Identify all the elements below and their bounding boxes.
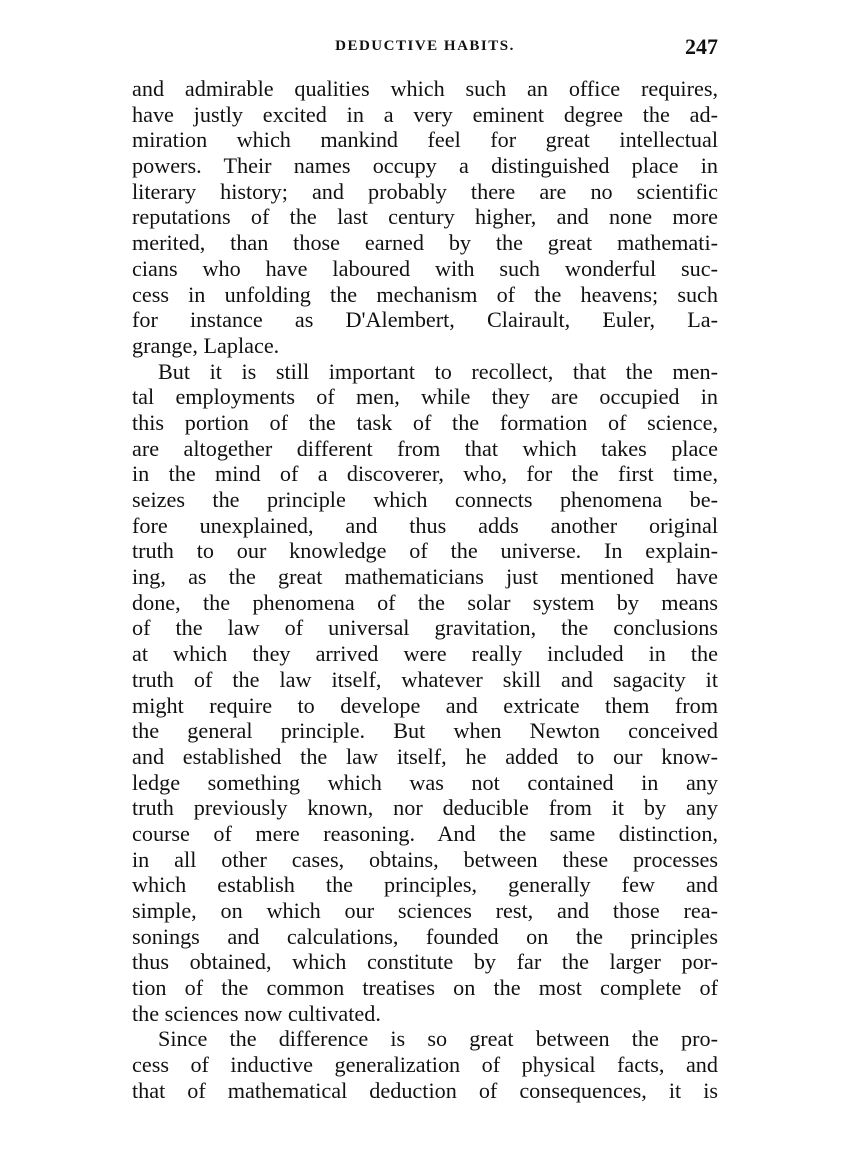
text-line: are altogether different from that which takes place xyxy=(132,435,718,461)
text-line: sonings and calculations, founded on the principles xyxy=(132,923,718,949)
text-line: thus obtained, which constitute by far the larger por- xyxy=(132,949,718,975)
text-line: literary history; and probably there are no scientific xyxy=(132,178,718,204)
text-line: powers. Their names occupy a distinguished place in xyxy=(132,153,718,179)
text-line: ing, as the great mathematicians just mentioned have xyxy=(132,564,718,590)
text-line: that of mathematical deduction of consequences, it is xyxy=(132,1077,718,1103)
text-line: have justly excited in a very eminent degree the ad- xyxy=(132,101,718,127)
body-text xyxy=(132,76,718,1104)
text-line: reputations of the last century higher, and none more xyxy=(132,204,718,230)
text-line: and admirable qualities which such an office requires, xyxy=(132,76,718,101)
text-line: fore unexplained, and thus adds another original xyxy=(132,512,718,538)
running-head xyxy=(132,34,718,64)
text-line: of the law of universal gravitation, the conclusions xyxy=(132,615,718,641)
text-line: might require to develope and extricate them from xyxy=(132,692,718,718)
text-line: truth previously known, nor deducible from it by any xyxy=(132,795,718,821)
text-line: simple, on which our sciences rest, and those rea- xyxy=(132,898,718,923)
text-line: this portion of the task of the formation of science, xyxy=(132,409,718,435)
page-number: 247 xyxy=(685,34,718,59)
text-line: seizes the principle which connects phenomena be- xyxy=(132,487,718,512)
text-line: done, the phenomena of the solar system by means xyxy=(132,589,718,615)
text-line: tion of the common treatises on the most complete of xyxy=(132,975,718,1001)
text-line: But it is still important to recollect, that the men- xyxy=(158,358,718,384)
text-line: the sciences now cultivated. xyxy=(132,1000,381,1026)
text-line: cess of inductive generalization of physical facts, and xyxy=(132,1052,718,1078)
text-line: which establish the principles, generally few and xyxy=(132,872,718,898)
text-line: in the mind of a discoverer, who, for the first time, xyxy=(132,461,718,487)
text-line: cians who have laboured with such wonderful suc- xyxy=(132,255,718,281)
text-line: ledge something which was not contained in any xyxy=(132,769,718,795)
running-title: DEDUCTIVE HABITS. xyxy=(335,38,515,54)
text-line: merited, than those earned by the great mathemati- xyxy=(132,230,718,256)
text-line: Since the difference is so great between the pro- xyxy=(158,1026,718,1052)
text-line: course of mere reasoning. And the same distinction, xyxy=(132,820,718,846)
text-line: tal employments of men, while they are occupied in xyxy=(132,384,718,410)
text-line: in all other cases, obtains, between these processes xyxy=(132,846,718,872)
text-line: truth of the law itself, whatever skill and sagacity it xyxy=(132,666,718,692)
text-line: truth to our knowledge of the universe. In explain- xyxy=(132,538,718,564)
text-line: and established the law itself, he added to our know- xyxy=(132,743,718,769)
text-line: grange, Laplace. xyxy=(132,332,280,358)
text-line: miration which mankind feel for great intellectual xyxy=(132,127,718,153)
text-line: for instance as D'Alembert, Clairault, Euler, La- xyxy=(132,307,718,333)
text-line: the general principle. But when Newton conceived xyxy=(132,718,718,744)
text-line: cess in unfolding the mechanism of the heavens; such xyxy=(132,281,718,307)
text-line: at which they arrived were really included in the xyxy=(132,641,718,667)
